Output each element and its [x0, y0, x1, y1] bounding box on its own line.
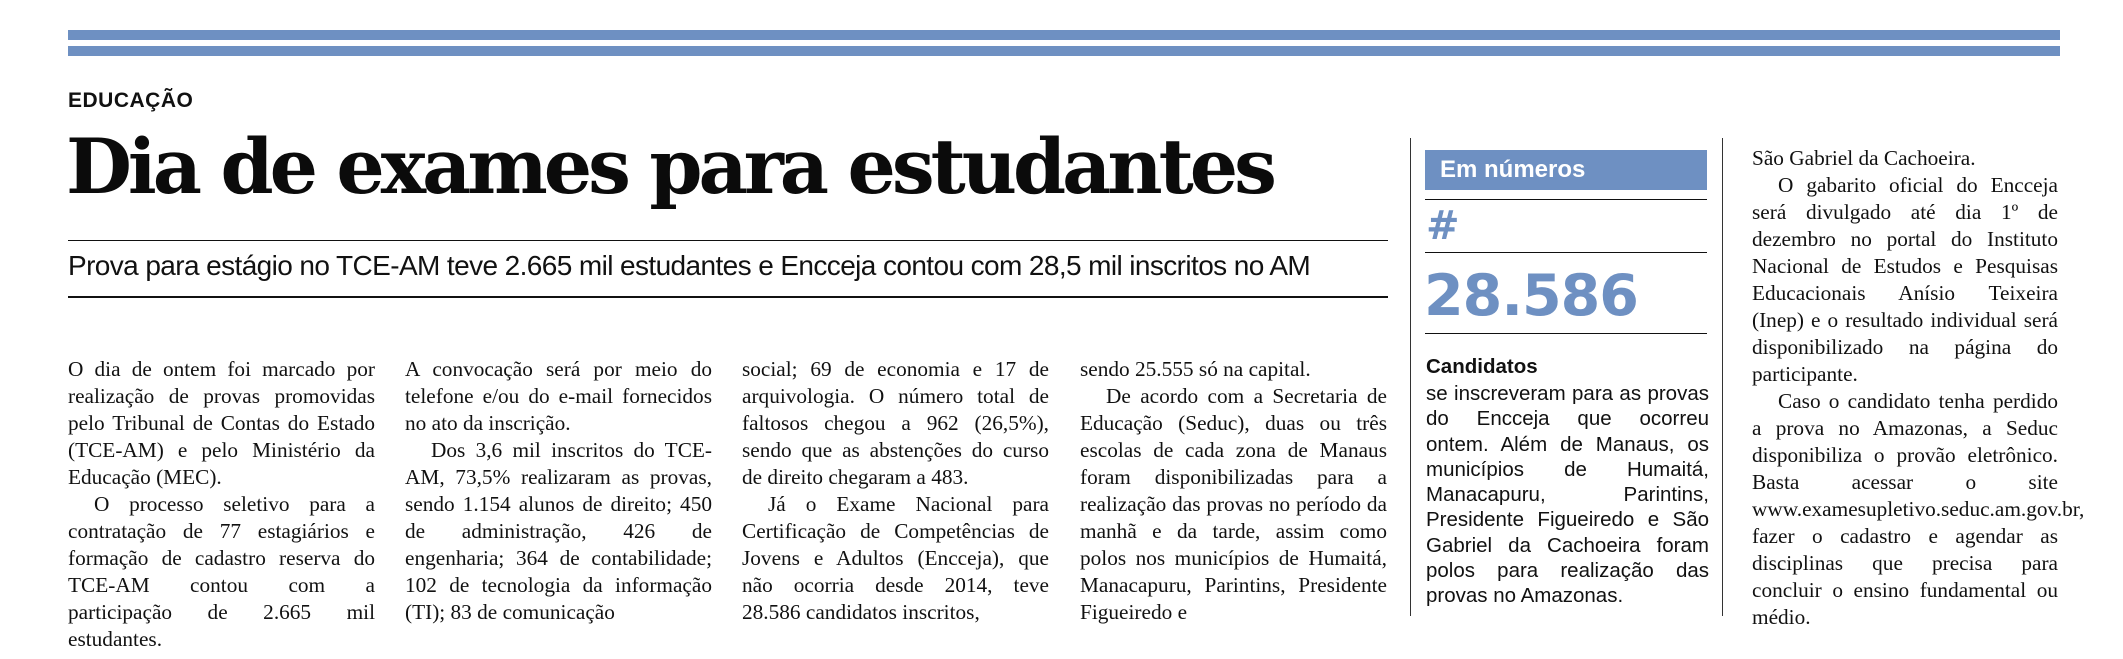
paragraph: Dos 3,6 mil inscritos do TCE-AM, 73,5% realizaram as provas, sendo 1.154 alunos de direito; 450 de administração, 426 de engenharia; 364 de contabilidade; 102 de tecnologia da informação (TI); 83 de comunicação [405, 438, 712, 624]
paragraph: O dia de ontem foi marcado por realização de provas promovidas pelo Tribunal de Contas do Estado (TCE-AM) e pelo Ministério da Educação (MEC). [68, 357, 375, 489]
paragraph: O gabarito oficial do Encceja será divulgado até dia 1º de dezembro no portal do Instituto Nacional de Estudos e Pesquisas Educacionais Anísio Teixeira (Inep) e o resultado individual será disponibilizado na página do participante. [1752, 173, 2058, 386]
paragraph: social; 69 de economia e 17 de arquivologia. O número total de faltosos chegou a 962 (26,5%), sendo que as abstenções do curso de direito chegaram a 483. [742, 357, 1049, 489]
sidebar-rule [1425, 252, 1707, 253]
sidebar-rule [1425, 199, 1707, 200]
sidebar-caption-title: Candidatos [1426, 355, 1538, 378]
paragraph: A convocação será por meio do telefone e/ou do e-mail fornecidos no ato da inscrição. [405, 357, 712, 435]
article-column-3 [742, 356, 1049, 626]
hash-icon: # [1426, 203, 1460, 249]
paragraph: Já o Exame Nacional para Certificação de Competências de Jovens e Adultos (Encceja), que não ocorria desde 2014, teve 28.586 candidatos inscritos, [742, 492, 1049, 624]
headline: Dia de exames para estudantes [66, 122, 1273, 211]
sidebar-caption: se inscreveram para as provas do Encceja que ocorreu ontem. Além de Manaus, os municípios de Humaitá, Manacapuru, Parintins, Presidente Figueiredo e São Gabriel da Cachoeira foram polos para realização das provas no Amazonas. [1426, 382, 1709, 608]
subheadline: Prova para estágio no TCE-AM teve 2.665 mil estudantes e Encceja contou com 28,5 mil inscritos no AM [68, 250, 1311, 281]
sidebar-big-number: 28.586 [1424, 263, 1638, 329]
paragraph: Caso o candidato tenha perdido a prova no Amazonas, a Seduc disponibiliza o provão eletrônico. Basta acessar o site www.examesupletivo.seduc.am.gov.br, fazer o cadastro e agendar as disciplinas que precisa para concluir o ensino fundamental ou médio. [1752, 389, 2085, 629]
top-decorative-bar-lower [68, 46, 2060, 56]
subhead-top-rule [68, 240, 1388, 241]
paragraph: De acordo com a Secretaria de Educação (Seduc), duas ou três escolas de cada zona de Manaus foram disponibilizadas para a realização das provas no período da manhã e da tarde, assim como polos nos municípios de Humaitá, Manacapuru, Parintins, Presidente Figueiredo e [1080, 384, 1387, 624]
paragraph: O processo seletivo para a contratação de 77 estagiários e formação de cadastro reserva do TCE-AM contou com a participação de 2.665 mil estudantes. [68, 492, 375, 651]
subhead-bottom-rule [68, 296, 1388, 298]
article-column-1 [68, 356, 375, 653]
column-divider [1410, 138, 1411, 616]
column-divider [1722, 138, 1723, 616]
article-column-5 [1752, 145, 2085, 631]
paragraph: São Gabriel da Cachoeira. [1752, 146, 1976, 170]
sidebar-rule [1425, 333, 1707, 334]
sidebar-title: Em números [1440, 156, 1586, 183]
article-column-2 [405, 356, 712, 626]
sidebar-title-box [1425, 150, 1707, 190]
section-label: EDUCAÇÃO [68, 89, 194, 112]
top-decorative-bar [68, 30, 2060, 40]
article-column-4 [1080, 356, 1387, 626]
paragraph: sendo 25.555 só na capital. [1080, 357, 1311, 381]
